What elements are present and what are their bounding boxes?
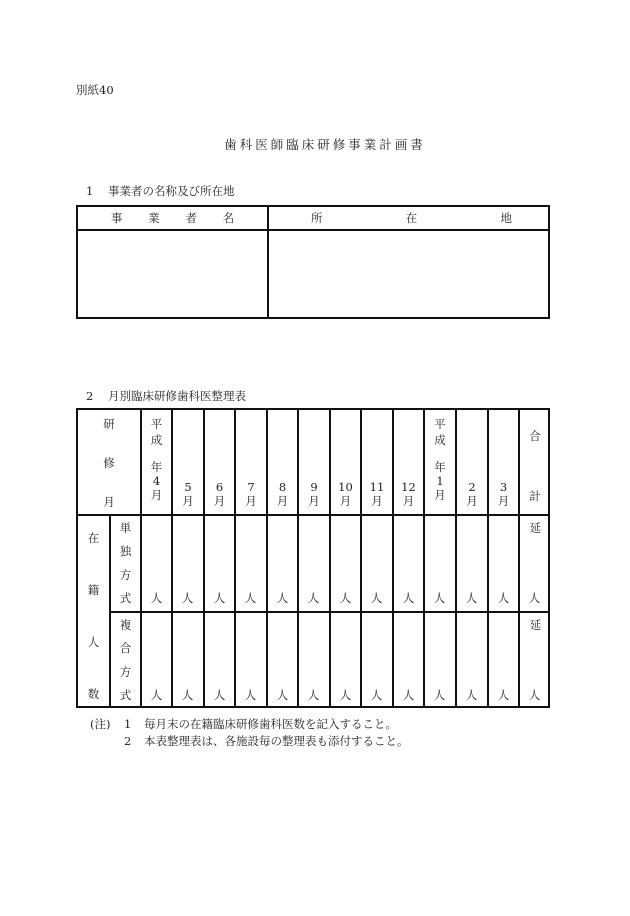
header-char: 研 — [103, 417, 115, 431]
header-total — [520, 428, 550, 504]
label-char: 式 — [119, 590, 132, 605]
note-number: 2 — [124, 734, 132, 748]
label-char: 方 — [119, 664, 132, 679]
label-char: 籍 — [87, 583, 100, 597]
label-char: 独 — [119, 544, 132, 559]
header-char: 所 — [311, 211, 323, 225]
cell-single-feb[interactable]: 人 — [465, 591, 478, 605]
cell-single-jan[interactable]: 人 — [433, 591, 446, 605]
label-char: 数 — [87, 687, 100, 701]
header-training-month — [78, 416, 140, 510]
cell-combined-aug[interactable]: 人 — [276, 688, 289, 702]
total-prefix-single: 延 — [529, 521, 542, 535]
header-char: 修 — [103, 456, 115, 470]
column-divider — [234, 410, 236, 706]
header-month-jul: 7 月 — [245, 480, 257, 508]
header-month-aug: 8 月 — [276, 480, 289, 508]
header-month-jan: 平成 年 1 月 — [434, 417, 446, 502]
monthly-roster-table — [76, 408, 550, 708]
cell-combined-feb[interactable]: 人 — [465, 688, 478, 702]
cell-single-mar[interactable]: 人 — [497, 591, 510, 605]
cell-single-oct[interactable]: 人 — [339, 591, 352, 605]
section2-heading — [86, 388, 246, 404]
cell-single-jul[interactable]: 人 — [244, 591, 257, 605]
cell-combined-apr[interactable]: 人 — [150, 688, 163, 702]
notes-label: (注) — [90, 717, 111, 731]
header-month-may: 5 月 — [182, 480, 194, 508]
header-char: 者 — [185, 211, 197, 225]
cell-single-sep[interactable]: 人 — [307, 591, 320, 605]
cell-single-nov[interactable]: 人 — [370, 591, 383, 605]
note-number: 1 — [124, 717, 132, 731]
header-month-mar: 3 月 — [497, 480, 510, 508]
document-reference: 別紙40 — [76, 83, 114, 97]
column-divider — [203, 410, 205, 706]
header-month-feb: 2 月 — [466, 480, 478, 508]
cell-single-aug[interactable]: 人 — [276, 591, 289, 605]
document-title: 歯科医師臨床研修事業計画書 — [224, 137, 426, 152]
label-char: 複 — [119, 618, 132, 632]
label-char: 在 — [87, 531, 100, 545]
note-text: 本表整理表は、各施設毎の整理表も添付すること。 — [144, 734, 409, 748]
header-char: 事 — [110, 211, 123, 225]
header-month-oct: 10 月 — [338, 480, 353, 508]
header-char: 計 — [529, 489, 541, 503]
cell-combined-jul[interactable]: 人 — [244, 688, 257, 702]
cell-combined-mar[interactable]: 人 — [497, 688, 510, 702]
cell-combined-nov[interactable]: 人 — [370, 688, 383, 702]
cell-single-dec[interactable]: 人 — [402, 591, 415, 605]
cell-single-total[interactable]: 人 — [528, 591, 541, 605]
column-divider — [455, 410, 457, 706]
header-business-name — [78, 210, 267, 226]
column-divider — [297, 410, 299, 706]
label-char: 人 — [87, 635, 100, 649]
cell-combined-jun[interactable]: 人 — [213, 688, 226, 702]
header-address — [269, 210, 548, 226]
business-name-cell[interactable] — [78, 231, 267, 317]
cell-combined-sep[interactable]: 人 — [307, 688, 320, 702]
cell-single-may[interactable]: 人 — [181, 591, 194, 605]
column-divider — [171, 410, 173, 706]
enrolled-count-label — [78, 530, 109, 702]
label-char: 単 — [119, 521, 132, 535]
section1-title: 事業者の名称及び所在地 — [108, 184, 235, 198]
cell-combined-jan[interactable]: 人 — [433, 688, 446, 702]
header-char: 月 — [103, 495, 115, 509]
column-divider — [392, 410, 394, 706]
section1-heading — [86, 183, 235, 199]
note-item — [90, 733, 409, 750]
header-month-apr: 平成 年 4 月 — [150, 417, 163, 502]
cell-single-apr[interactable]: 人 — [150, 591, 163, 605]
cell-combined-may[interactable]: 人 — [181, 688, 194, 702]
cell-combined-total[interactable]: 人 — [528, 688, 541, 702]
note-text: 毎月末の在籍臨床研修歯科医数を記入すること。 — [144, 717, 397, 731]
row-label-single — [111, 520, 140, 606]
header-month-nov: 11 月 — [369, 480, 385, 508]
header-month-dec: 12 月 — [401, 480, 416, 508]
business-info-table — [76, 205, 550, 319]
label-char: 合 — [119, 641, 132, 656]
note-item — [90, 716, 409, 733]
header-char: 業 — [148, 211, 160, 225]
row-divider — [109, 611, 548, 613]
notes — [90, 716, 409, 750]
column-divider — [329, 410, 331, 706]
column-divider — [360, 410, 362, 706]
column-divider — [487, 410, 489, 706]
header-char: 地 — [500, 211, 512, 225]
header-char: 在 — [405, 211, 418, 225]
header-month-jun: 6 月 — [213, 480, 226, 508]
label-char: 方 — [119, 567, 132, 582]
section1-number: 1 — [86, 184, 94, 198]
cell-combined-dec[interactable]: 人 — [402, 688, 415, 702]
section2-title: 月別臨床研修歯科医整理表 — [108, 389, 246, 403]
header-char: 名 — [222, 211, 235, 225]
row-label-combined — [111, 617, 140, 703]
cell-single-jun[interactable]: 人 — [213, 591, 226, 605]
header-month-sep: 9 月 — [308, 480, 320, 508]
label-char: 式 — [119, 687, 132, 702]
total-prefix-combined: 延 — [529, 618, 542, 632]
cell-combined-oct[interactable]: 人 — [339, 688, 352, 702]
address-cell[interactable] — [269, 231, 548, 317]
column-divider — [266, 410, 268, 706]
row-divider — [78, 514, 548, 516]
header-char: 合 — [529, 429, 541, 443]
section2-number: 2 — [86, 389, 94, 403]
